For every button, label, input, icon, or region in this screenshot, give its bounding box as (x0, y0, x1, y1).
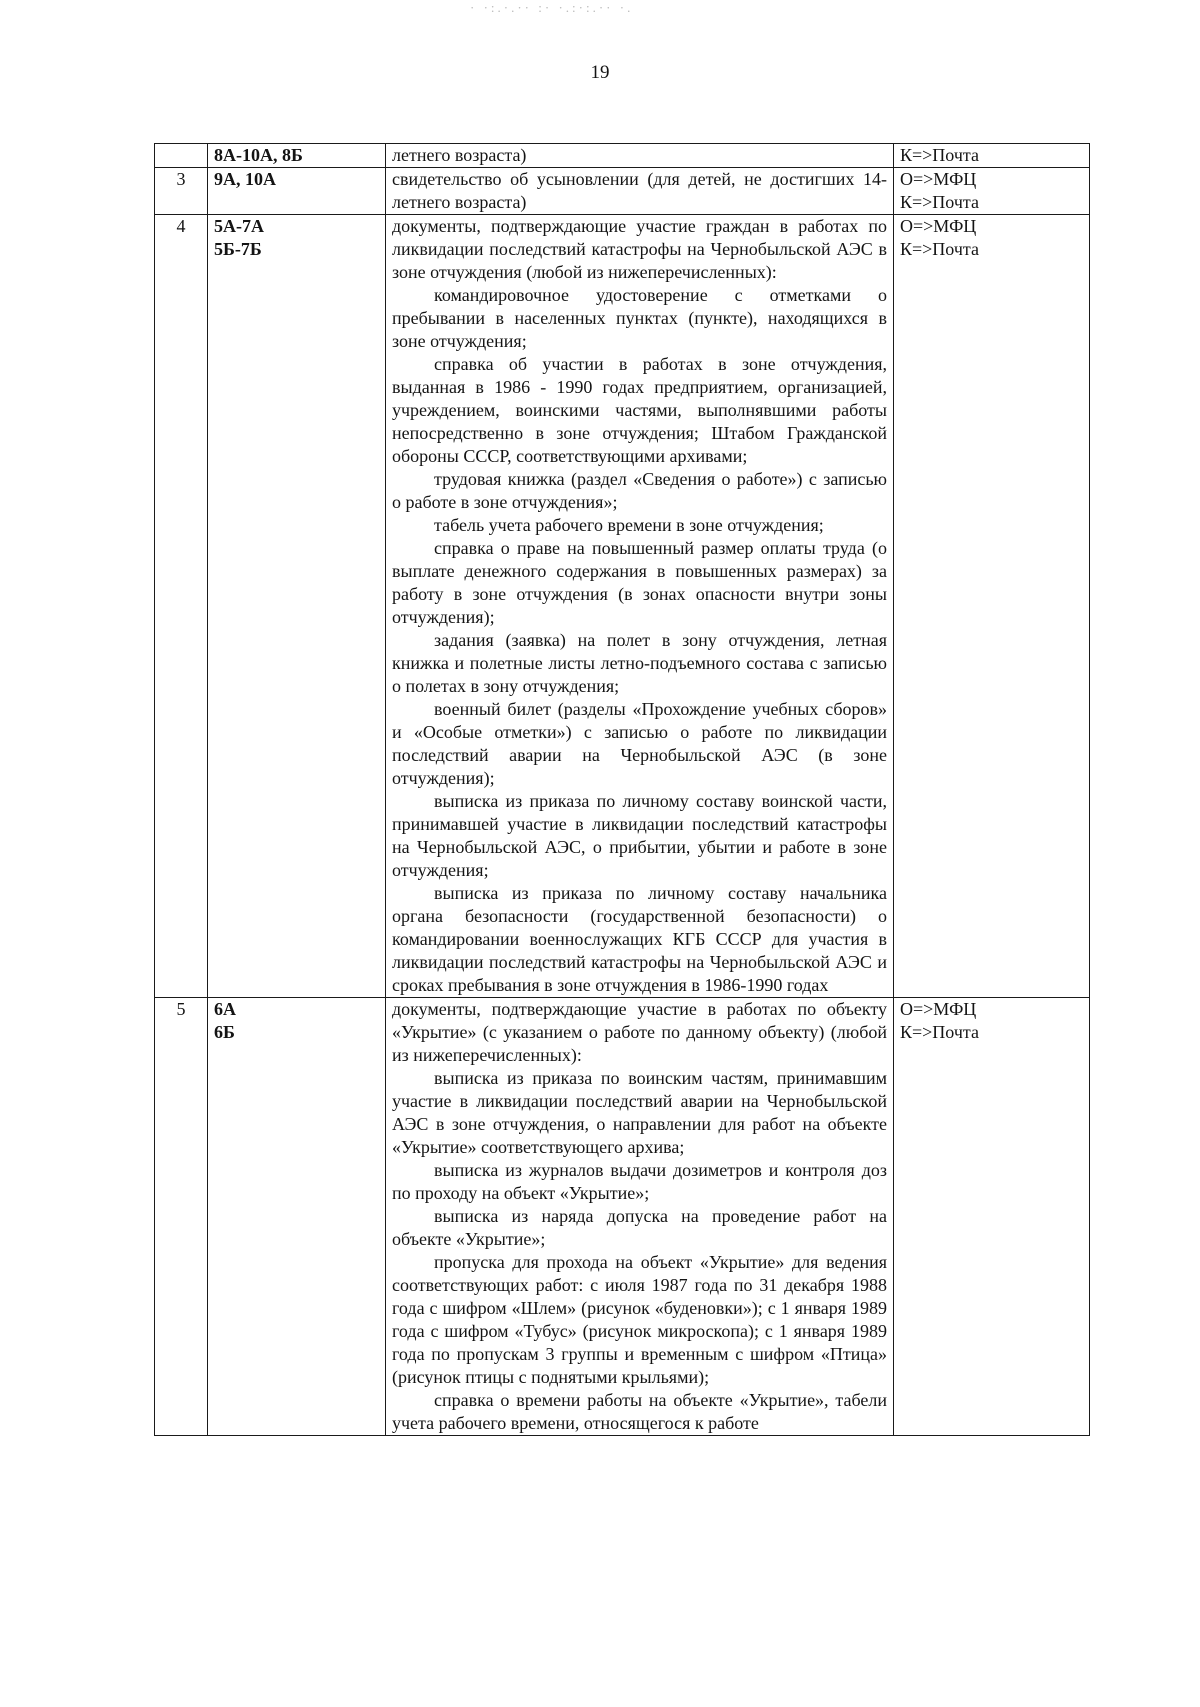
channel: К=>Почта (900, 239, 979, 259)
channel: К=>Почта (900, 192, 979, 212)
description-paragraph: летнего возраста) (392, 145, 527, 165)
description-paragraph: документы, подтверждающие участие граждан в работах по ликвидации последствий катастрофы на Чернобыльской АЭС в зоне отчуждения (любой из нижеперечисленных): (392, 216, 887, 282)
description-paragraph: командировочное удостоверение с отметками о пребывании в населенных пунктах (пункте), находящихся в зоне отчуждения; (392, 285, 887, 351)
channel: К=>Почта (900, 145, 979, 165)
description-paragraph: военный билет (разделы «Прохождение учебных сборов» и «Особые отметки») с записью о работе по ликвидации последствий аварии на Чернобыльской АЭС (в зоне отчуждения); (392, 699, 887, 788)
documents-table (154, 143, 1090, 1436)
description-paragraph: выписка из приказа по личному составу начальника органа безопасности (государственной безопасности) о командировании военнослужащих КГБ СССР для участия в ликвидации последствий катастрофы на Чернобыльской АЭС и сроках пребывания в зоне отчуждения в 1986-1990 годах (392, 883, 887, 995)
category-code: 9А, 10А (214, 169, 276, 189)
description-paragraph: задания (заявка) на полет в зону отчуждения, летная книжка и полетные листы летно-подъемного состава с записью о полетах в зону отчуждения; (392, 630, 887, 696)
category-codes (208, 998, 386, 1436)
submission-channels (894, 998, 1090, 1436)
description-paragraph: трудовая книжка (раздел «Сведения о работе») с записью о работе в зоне отчуждения»; (392, 469, 887, 512)
document-description (386, 144, 894, 168)
description-paragraph: свидетельство об усыновлении (для детей, не достигших 14-летнего возраста) (392, 169, 887, 212)
submission-channels (894, 144, 1090, 168)
document-description (386, 168, 894, 215)
description-paragraph: выписка из приказа по воинским частям, принимавшим участие в ликвидации последствий аварии на Чернобыльской АЭС в зоне отчуждения, о направлении для работ на объекте «Укрытие» соответствующего архива; (392, 1068, 887, 1157)
category-code: 8А-10А, 8Б (214, 145, 303, 165)
description-paragraph: выписка из приказа по личному составу воинской части, принимавшей участие в ликвидации последствий катастрофы на Чернобыльской АЭС, о прибытии, убытии и работе в зоне отчуждения; (392, 791, 887, 880)
description-paragraph: выписка из наряда допуска на проведение работ на объекте «Укрытие»; (392, 1206, 887, 1249)
table-row (155, 215, 1090, 998)
description-paragraph: справка об участии в работах в зоне отчуждения, выданная в 1986 - 1990 годах предприятием, организацией, учреждением, воинскими частями, выполнявшими работы непосредственно в зоне отчуждения; Штабом Гражданской обороны СССР, соответствующими архивами; (392, 354, 887, 466)
table-row (155, 168, 1090, 215)
description-paragraph: документы, подтверждающие участие в работах по объекту «Укрытие» (с указанием о работе по данному объекту) (любой из нижеперечисленных): (392, 999, 887, 1065)
row-number: 3 (155, 168, 208, 215)
channel: О=>МФЦ (900, 169, 977, 189)
category-codes (208, 168, 386, 215)
category-code: 6Б (214, 1022, 235, 1042)
channel: О=>МФЦ (900, 216, 977, 236)
row-number: 5 (155, 998, 208, 1436)
description-paragraph: выписка из журналов выдачи дозиметров и контроля доз по проходу на объект «Укрытие»; (392, 1160, 887, 1203)
submission-channels (894, 215, 1090, 998)
description-paragraph: справка о времени работы на объекте «Укрытие», табели учета рабочего времени, относящегося к работе (392, 1390, 887, 1433)
channel: О=>МФЦ (900, 999, 977, 1019)
category-codes (208, 215, 386, 998)
category-code: 6А (214, 999, 236, 1019)
submission-channels (894, 168, 1090, 215)
document-description (386, 215, 894, 998)
channel: К=>Почта (900, 1022, 979, 1042)
table-row (155, 998, 1090, 1436)
table-row (155, 144, 1090, 168)
row-number: 4 (155, 215, 208, 998)
description-paragraph: табель учета рабочего времени в зоне отчуждения; (434, 515, 824, 535)
document-description (386, 998, 894, 1436)
page-number: 19 (590, 62, 610, 83)
row-number (155, 144, 208, 168)
category-codes (208, 144, 386, 168)
description-paragraph: справка о праве на повышенный размер оплаты труда (о выплате денежного содержания в повышенных размерах) за работу в зоне отчуждения (в зонах опасности внутри зоны отчуждения); (392, 538, 887, 627)
category-code: 5А-7А (214, 216, 264, 236)
category-code: 5Б-7Б (214, 239, 262, 259)
scan-noise: · ·:.·.·· :· ·.:·:.·· ·. (470, 0, 634, 15)
description-paragraph: пропуска для прохода на объект «Укрытие» для ведения соответствующих работ: с июля 1987 года по 31 декабря 1988 года с шифром «Шлем» (рисунок «буденовки»); с 1 января 1989 года с шифром «Тубус» (рисунок микроскопа); с 1 января 1989 года по пропускам 3 группы и временным с шифром «Птица» (рисунок птицы с поднятыми крыльями); (392, 1252, 887, 1387)
